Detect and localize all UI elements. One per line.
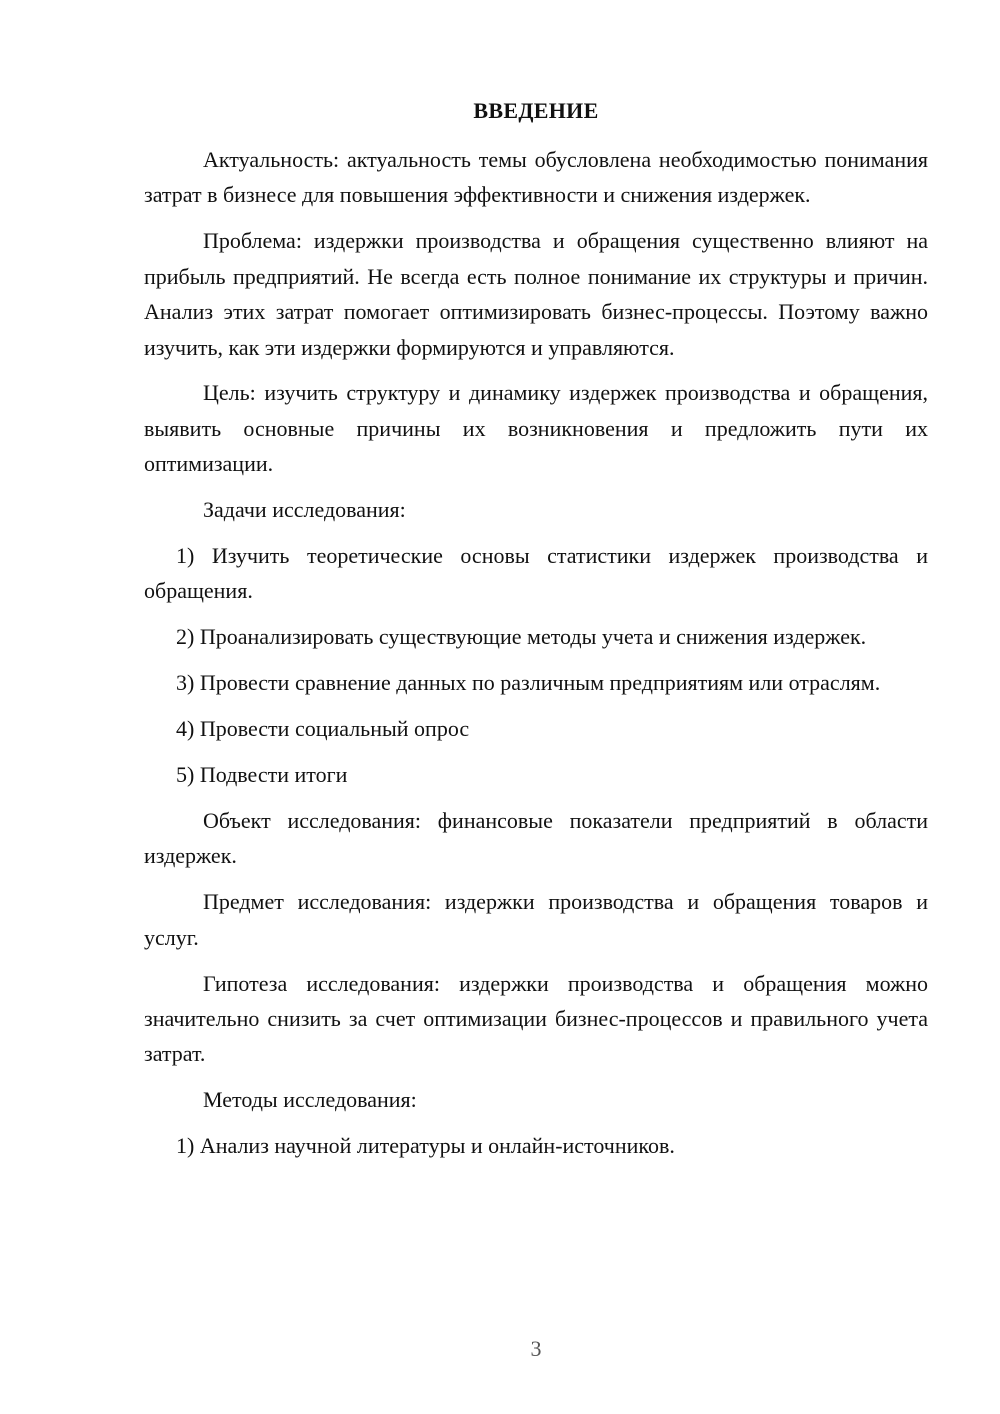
document-body <box>144 142 928 1164</box>
task-item-3: 3) Провести сравнение данных по различным предприятиям или отраслям. <box>176 670 881 696</box>
task-item-4: 4) Провести социальный опрос <box>176 716 470 742</box>
task-item-2: 2) Проанализировать существующие методы учета и снижения издержек. <box>176 624 867 650</box>
paragraph-subject: Предмет исследования: издержки производства и обращения товаров и услуг. <box>144 889 928 950</box>
paragraph-goal: Цель: изучить структуру и динамику издержек производства и обращения, выявить основные причины их возникновения и предложить пути их оптимизации. <box>144 380 928 477</box>
task-item-1: 1) Изучить теоретические основы статистики издержек производства и обращения. <box>144 543 928 604</box>
paragraph-object: Объект исследования: финансовые показатели предприятий в области издержек. <box>144 808 928 869</box>
page-number: 3 <box>530 1336 542 1361</box>
paragraph-problem: Проблема: издержки производства и обращения существенно влияют на прибыль предприятий. Не всегда есть полное понимание их структуры и причин. Анализ этих затрат помогает оптимизировать бизнес-процессы. Поэтому важно изучить, как эти издержки формируются и управляются. <box>144 228 928 360</box>
method-item-1: 1) Анализ научной литературы и онлайн-источников. <box>176 1133 675 1159</box>
task-item-5: 5) Подвести итоги <box>176 762 348 788</box>
paragraph-tasks-heading: Задачи исследования: <box>203 497 406 523</box>
paragraph-methods-heading: Методы исследования: <box>203 1087 417 1113</box>
section-title: ВВЕДЕНИЕ <box>473 98 599 123</box>
paragraph-hypothesis: Гипотеза исследования: издержки производства и обращения можно значительно снизить за счет оптимизации бизнес-процессов и правильного учета затрат. <box>144 970 928 1067</box>
paragraph-relevance: Актуальность: актуальность темы обусловлена необходимостью понимания затрат в бизнесе для повышения эффективности и снижения издержек. <box>144 147 928 208</box>
